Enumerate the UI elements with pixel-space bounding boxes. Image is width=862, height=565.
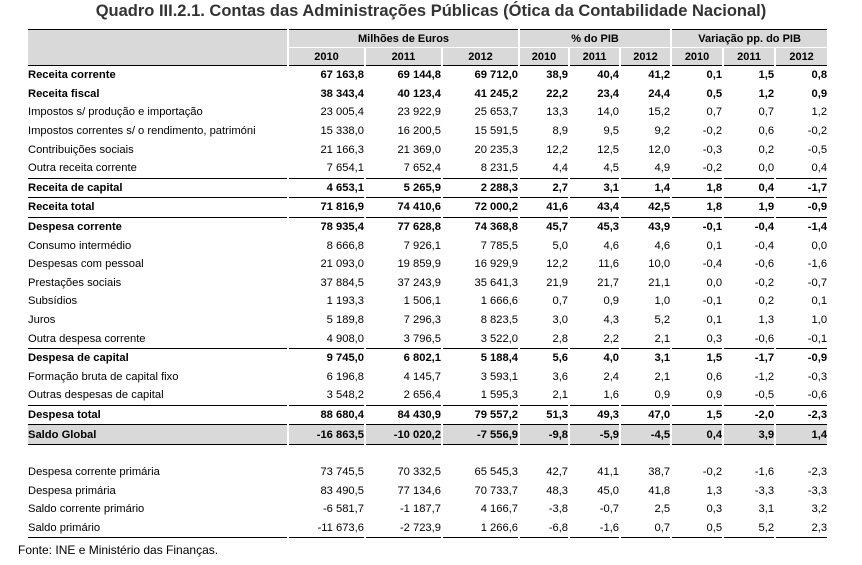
- row-value: -1,7: [775, 178, 827, 198]
- row-value: 25 653,7: [442, 103, 519, 122]
- row-value: 1 666,6: [442, 292, 519, 311]
- header-group-pct-gdp: % do PIB: [519, 30, 671, 48]
- header-year: 2010: [519, 48, 569, 66]
- row-value: 21,9: [519, 274, 569, 293]
- row-value: 12,0: [620, 140, 671, 159]
- row-value: 2,1: [519, 386, 569, 405]
- row-value: -0,6: [723, 255, 775, 274]
- row-value: 7 785,5: [442, 236, 519, 255]
- row-value: -2,3: [775, 463, 827, 482]
- row-value: 69 712,0: [442, 66, 519, 85]
- row-value: 2,5: [620, 500, 671, 519]
- row-value: 3,9: [723, 425, 775, 445]
- table-row: [28, 348, 827, 367]
- row-value: 1,5: [671, 348, 723, 367]
- row-value: 1 193,3: [288, 292, 365, 311]
- table-row: [28, 66, 827, 85]
- row-value: 2,8: [519, 329, 569, 348]
- row-value: 3,6: [519, 368, 569, 387]
- row-value: 0,9: [620, 386, 671, 405]
- row-value: 6 196,8: [288, 368, 365, 387]
- row-label: Receita de capital: [28, 178, 288, 198]
- row-value: 42,5: [620, 198, 671, 218]
- row-value: 1,2: [723, 85, 775, 104]
- table-title: Quadro III.2.1. Contas das Administrações Públicas (Ótica da Contabilidade Nacional): [95, 2, 767, 20]
- row-value: 51,3: [519, 405, 569, 425]
- row-value: 3 548,2: [288, 386, 365, 405]
- header-year: 2010: [288, 48, 365, 66]
- row-value: -11 673,6: [288, 519, 365, 538]
- header-year-row: [28, 48, 827, 66]
- row-value: -6,8: [519, 519, 569, 538]
- row-value: -0,5: [723, 386, 775, 405]
- row-value: 4,6: [620, 236, 671, 255]
- row-label: Despesa corrente: [28, 221, 122, 234]
- row-label: Outra despesa corrente: [28, 332, 146, 345]
- row-value: 43,9: [620, 217, 671, 236]
- row-value: 0,7: [620, 519, 671, 538]
- row-value: 0,1: [671, 236, 723, 255]
- row-value: -0,3: [775, 368, 827, 387]
- row-value: 41,1: [569, 463, 620, 482]
- header-year: 2012: [620, 48, 671, 66]
- row-value: 49,3: [569, 405, 620, 425]
- table-row: [28, 140, 827, 159]
- row-value: -16 863,5: [288, 425, 365, 445]
- row-value: 6 802,1: [365, 348, 442, 367]
- row-value: 24,4: [620, 85, 671, 104]
- row-value: 1,8: [671, 178, 723, 198]
- row-value: -0,2: [671, 122, 723, 141]
- row-value: 0,7: [671, 103, 723, 122]
- row-value: 4,4: [519, 159, 569, 178]
- row-value: -1,2: [723, 368, 775, 387]
- header-year: 2011: [569, 48, 620, 66]
- header-blank: [28, 48, 288, 66]
- row-value: 38 343,4: [288, 85, 365, 104]
- row-value: -5,9: [569, 425, 620, 445]
- row-value: 5 265,9: [365, 178, 442, 198]
- row-value: 41 245,2: [442, 85, 519, 104]
- row-value: 37 884,5: [288, 274, 365, 293]
- row-value: 5,2: [620, 311, 671, 330]
- row-value: 4,6: [569, 236, 620, 255]
- row-label: Prestações sociais: [28, 276, 122, 289]
- row-value: 8 231,5: [442, 159, 519, 178]
- row-value: -0,4: [671, 255, 723, 274]
- row-value: 1 595,3: [442, 386, 519, 405]
- row-value: 88 680,4: [288, 405, 365, 425]
- table-row: [28, 198, 827, 218]
- table-row: [28, 85, 827, 104]
- row-value: 0,9: [775, 85, 827, 104]
- row-value: 4,0: [569, 348, 620, 367]
- row-value: 45,3: [569, 217, 620, 236]
- row-value: 0,3: [671, 500, 723, 519]
- header-group-row: [28, 30, 827, 48]
- row-value: -0,6: [723, 329, 775, 348]
- row-value: 2,1: [620, 368, 671, 387]
- header-year: 2012: [775, 48, 827, 66]
- row-value: 5 189,8: [288, 311, 365, 330]
- row-value: -1,7: [723, 348, 775, 367]
- row-label: Despesa de capital: [28, 348, 288, 367]
- row-value: -3,8: [519, 500, 569, 519]
- row-value: 1,6: [569, 386, 620, 405]
- row-value: 21,1: [620, 274, 671, 293]
- row-value: 1 266,6: [442, 519, 519, 538]
- row-value: 2,7: [519, 178, 569, 198]
- row-value: 78 935,4: [288, 217, 365, 236]
- table-row: [28, 386, 827, 405]
- table-row: [28, 425, 827, 445]
- header-group-change-pp: Variação pp. do PIB: [671, 30, 827, 48]
- row-value: 0,1: [775, 292, 827, 311]
- row-value: 9 745,0: [288, 348, 365, 367]
- row-value: 0,6: [723, 122, 775, 141]
- row-value: 0,2: [723, 292, 775, 311]
- row-value: 0,3: [671, 329, 723, 348]
- row-value: 1,2: [775, 103, 827, 122]
- header-year: 2011: [365, 48, 442, 66]
- row-value: 48,3: [519, 481, 569, 500]
- row-value: 7 926,1: [365, 236, 442, 255]
- table-row: [28, 159, 827, 178]
- row-value: 2 288,3: [442, 178, 519, 198]
- row-value: 1,0: [775, 311, 827, 330]
- row-value: -0,1: [671, 217, 723, 236]
- table-row: [28, 122, 827, 141]
- row-value: 47,0: [620, 405, 671, 425]
- row-value: 1,4: [775, 425, 827, 445]
- row-value: 77 628,8: [365, 217, 442, 236]
- row-value: 21,7: [569, 274, 620, 293]
- row-value: 9,5: [569, 122, 620, 141]
- row-value: 4 653,1: [288, 178, 365, 198]
- row-value: -9,8: [519, 425, 569, 445]
- row-value: 0,4: [671, 425, 723, 445]
- row-value: 4,5: [569, 159, 620, 178]
- row-value: 0,4: [775, 159, 827, 178]
- row-value: 35 641,3: [442, 274, 519, 293]
- row-value: 77 134,6: [365, 481, 442, 500]
- row-value: 2,1: [620, 329, 671, 348]
- row-value: 13,3: [519, 103, 569, 122]
- row-value: 3 593,1: [442, 368, 519, 387]
- row-value: 1 506,1: [365, 292, 442, 311]
- row-value: 0,4: [723, 178, 775, 198]
- header-blank: [28, 30, 288, 48]
- row-label: Contribuições sociais: [28, 143, 134, 156]
- row-value: 0,0: [775, 236, 827, 255]
- row-value: -0,5: [775, 140, 827, 159]
- row-value: 10,0: [620, 255, 671, 274]
- row-value: 0,8: [775, 66, 827, 85]
- row-label: Despesas com pessoal: [28, 258, 144, 271]
- row-value: 0,5: [671, 519, 723, 538]
- source-note: Fonte: INE e Ministério das Finanças.: [18, 543, 219, 557]
- row-label: Saldo primário: [28, 519, 288, 538]
- row-label: Subsídios: [28, 295, 78, 308]
- row-value: 5 188,4: [442, 348, 519, 367]
- row-label: Saldo corrente primário: [28, 503, 145, 516]
- row-value: 23 922,9: [365, 103, 442, 122]
- row-label: Saldo Global: [28, 425, 288, 445]
- row-value: 0,0: [671, 274, 723, 293]
- row-value: 74 368,8: [442, 217, 519, 236]
- row-value: 4 145,7: [365, 368, 442, 387]
- row-value: -0,2: [723, 274, 775, 293]
- row-value: -2 723,9: [365, 519, 442, 538]
- row-value: 3,1: [620, 348, 671, 367]
- row-value: 40,4: [569, 66, 620, 85]
- row-value: 19 859,9: [365, 255, 442, 274]
- row-value: 23,4: [569, 85, 620, 104]
- row-value: 67 163,8: [288, 66, 365, 85]
- row-value: -6 581,7: [288, 500, 365, 519]
- table-row: [28, 329, 827, 348]
- row-value: 45,7: [519, 217, 569, 236]
- row-value: 4,9: [620, 159, 671, 178]
- table-row: [28, 519, 827, 538]
- header-year: 2010: [671, 48, 723, 66]
- row-value: 12,2: [519, 255, 569, 274]
- row-value: -1 187,7: [365, 500, 442, 519]
- row-value: 42,7: [519, 463, 569, 482]
- row-value: 16 929,9: [442, 255, 519, 274]
- row-value: 0,1: [671, 311, 723, 330]
- row-value: 70 332,5: [365, 463, 442, 482]
- row-value: 15 591,5: [442, 122, 519, 141]
- row-value: 21 166,3: [288, 140, 365, 159]
- row-value: 21 093,0: [288, 255, 365, 274]
- row-value: 11,6: [569, 255, 620, 274]
- table-row: [28, 274, 827, 293]
- row-value: 40 123,4: [365, 85, 442, 104]
- row-label: Impostos correntes s/ o rendimento, patrimóni: [28, 125, 256, 138]
- row-value: 3 522,0: [442, 329, 519, 348]
- row-value: 0,1: [671, 66, 723, 85]
- row-value: -0,2: [671, 159, 723, 178]
- row-value: 9,2: [620, 122, 671, 141]
- row-value: 7 296,3: [365, 311, 442, 330]
- row-value: 1,3: [723, 311, 775, 330]
- row-value: -0,2: [775, 122, 827, 141]
- row-label: Formação bruta de capital fixo: [28, 370, 179, 383]
- row-value: 74 410,6: [365, 198, 442, 218]
- row-value: -1,4: [775, 217, 827, 236]
- row-value: 0,7: [519, 292, 569, 311]
- row-value: 4,3: [569, 311, 620, 330]
- row-value: 0,7: [723, 103, 775, 122]
- row-value: -0,7: [569, 500, 620, 519]
- row-value: 7 654,1: [288, 159, 365, 178]
- row-label: Despesa corrente primária: [28, 466, 160, 479]
- row-value: -0,4: [723, 236, 775, 255]
- row-value: 0,5: [671, 85, 723, 104]
- row-value: 23 005,4: [288, 103, 365, 122]
- row-value: -0,2: [671, 463, 723, 482]
- row-label: Receita total: [28, 198, 288, 218]
- row-value: 2,3: [775, 519, 827, 538]
- header-group-millions: Milhões de Euros: [288, 30, 519, 48]
- public-accounts-table: [28, 29, 827, 538]
- row-value: 41,6: [519, 198, 569, 218]
- row-value: -0,4: [723, 217, 775, 236]
- row-value: 1,4: [620, 178, 671, 198]
- row-value: 1,0: [620, 292, 671, 311]
- header-year: 2012: [442, 48, 519, 66]
- row-value: 84 430,9: [365, 405, 442, 425]
- row-value: -2,3: [775, 405, 827, 425]
- row-value: -3,3: [775, 481, 827, 500]
- row-value: 3,1: [723, 500, 775, 519]
- table-row: [28, 463, 827, 482]
- row-value: 3,1: [569, 178, 620, 198]
- row-value: 12,2: [519, 140, 569, 159]
- row-value: 83 490,5: [288, 481, 365, 500]
- row-value: -10 020,2: [365, 425, 442, 445]
- row-label: Consumo intermédio: [28, 239, 132, 252]
- row-value: 65 545,3: [442, 463, 519, 482]
- table-row: [28, 368, 827, 387]
- row-value: -0,3: [671, 140, 723, 159]
- row-label: Receita corrente: [28, 69, 116, 82]
- row-value: 1,5: [723, 66, 775, 85]
- row-value: 5,0: [519, 236, 569, 255]
- row-value: 0,6: [671, 368, 723, 387]
- row-value: -0,1: [775, 329, 827, 348]
- row-value: 3 796,5: [365, 329, 442, 348]
- row-value: 20 235,3: [442, 140, 519, 159]
- row-value: -1,6: [775, 255, 827, 274]
- row-label: Outra receita corrente: [28, 162, 137, 175]
- row-value: -0,9: [775, 348, 827, 367]
- row-value: 2,4: [569, 368, 620, 387]
- row-value: 3,2: [775, 500, 827, 519]
- row-value: 38,7: [620, 463, 671, 482]
- row-label: Outras despesas de capital: [28, 389, 164, 402]
- row-value: 72 000,2: [442, 198, 519, 218]
- row-label: Receita fiscal: [28, 87, 100, 100]
- row-label: Despesa primária: [28, 484, 116, 497]
- table-row: [28, 500, 827, 519]
- table-row: [28, 255, 827, 274]
- row-value: 0,0: [723, 159, 775, 178]
- table-row: [28, 311, 827, 330]
- row-value: 1,3: [671, 481, 723, 500]
- table-body: [28, 66, 827, 538]
- row-value: -0,6: [775, 386, 827, 405]
- row-value: -0,7: [775, 274, 827, 293]
- row-value: 2,2: [569, 329, 620, 348]
- row-value: 73 745,5: [288, 463, 365, 482]
- row-value: 8,9: [519, 122, 569, 141]
- row-value: 45,0: [569, 481, 620, 500]
- table-row: [28, 178, 827, 198]
- row-value: 70 733,7: [442, 481, 519, 500]
- row-value: 8 666,8: [288, 236, 365, 255]
- row-value: -1,6: [569, 519, 620, 538]
- row-value: -0,1: [671, 292, 723, 311]
- spacer-row: [28, 444, 827, 463]
- row-value: 22,2: [519, 85, 569, 104]
- row-value: 15 338,0: [288, 122, 365, 141]
- row-value: 0,9: [569, 292, 620, 311]
- row-label: Juros: [28, 314, 56, 327]
- row-value: -4,5: [620, 425, 671, 445]
- table-row: [28, 292, 827, 311]
- row-value: 3,0: [519, 311, 569, 330]
- row-value: -2,0: [723, 405, 775, 425]
- row-value: 69 144,8: [365, 66, 442, 85]
- table-row: [28, 481, 827, 500]
- row-value: 41,2: [620, 66, 671, 85]
- row-value: 5,2: [723, 519, 775, 538]
- row-value: 2 656,4: [365, 386, 442, 405]
- row-value: 7 652,4: [365, 159, 442, 178]
- table-row: [28, 103, 827, 122]
- row-value: 1,8: [671, 198, 723, 218]
- row-value: 15,2: [620, 103, 671, 122]
- row-value: 0,9: [671, 386, 723, 405]
- row-value: 1,5: [671, 405, 723, 425]
- row-value: 0,2: [723, 140, 775, 159]
- row-value: 71 816,9: [288, 198, 365, 218]
- row-value: 79 557,2: [442, 405, 519, 425]
- row-value: -3,3: [723, 481, 775, 500]
- row-value: 8 823,5: [442, 311, 519, 330]
- header-year: 2011: [723, 48, 775, 66]
- row-value: -1,6: [723, 463, 775, 482]
- table-row: [28, 405, 827, 425]
- row-value: -0,9: [775, 198, 827, 218]
- row-value: 37 243,9: [365, 274, 442, 293]
- row-value: 4 166,7: [442, 500, 519, 519]
- table-row: [28, 217, 827, 236]
- table-row: [28, 236, 827, 255]
- row-value: 12,5: [569, 140, 620, 159]
- row-value: 43,4: [569, 198, 620, 218]
- row-label: Impostos s/ produção e importação: [28, 106, 203, 119]
- row-value: 38,9: [519, 66, 569, 85]
- row-value: 16 200,5: [365, 122, 442, 141]
- row-value: 5,6: [519, 348, 569, 367]
- row-value: 14,0: [569, 103, 620, 122]
- row-label: Despesa total: [28, 405, 288, 425]
- row-value: -7 556,9: [442, 425, 519, 445]
- row-value: 21 369,0: [365, 140, 442, 159]
- row-value: 4 908,0: [288, 329, 365, 348]
- row-value: 41,8: [620, 481, 671, 500]
- row-value: 1,9: [723, 198, 775, 218]
